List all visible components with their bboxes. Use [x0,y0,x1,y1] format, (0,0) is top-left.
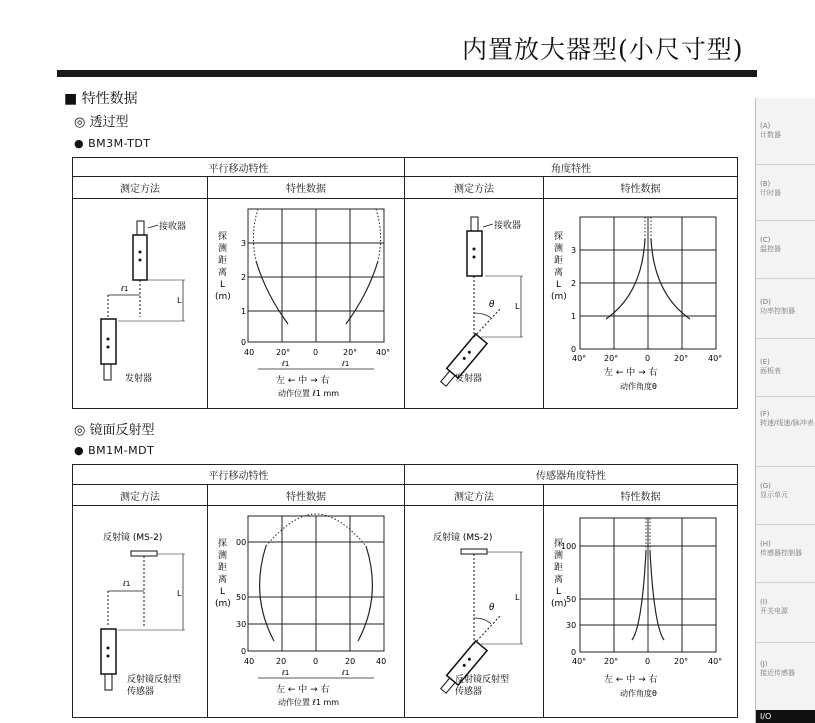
chart-angle-2 [544,506,737,714]
method-diagram-angle [405,199,543,405]
sidebar-item-i[interactable]: (I) 开关电源 [760,598,788,615]
direction-label: 左 ← 中 → 右 [604,368,658,378]
method-cell [73,506,208,718]
l1-label: ℓ1 [121,285,129,293]
bullet-icon: ● [74,137,89,150]
group-header: 角度特性 [405,158,738,177]
chart-cell [544,506,738,718]
xtick: 40 [244,657,255,666]
sensor-label: 反射镜反射型传感器 [455,675,510,697]
mirror-label: 反射镜 (MS-2) [103,533,163,543]
x-axis-title: 动作角度θ [620,689,657,698]
group-header: 平行移动特性 [73,158,405,177]
col-header: 测定方法 [73,485,208,506]
sidebar-item-h[interactable]: (H) 传感器控制器 [760,540,802,557]
sidebar-item-e[interactable]: (E) 面板表 [760,358,781,375]
filled-square-icon: ■ [64,91,78,107]
chart-parallel-1 [208,199,404,405]
l1-label: ℓ1 [282,360,290,368]
chart-parallel-2 [208,506,404,714]
col-header: 测定方法 [405,485,544,506]
ytick: 30 [236,620,247,629]
ytick: 50 [566,595,577,604]
subtitle-transmissive: ◎ 透过型 [74,115,129,130]
ytick: 0 [241,338,247,347]
theta-label: θ [489,300,495,310]
ytick: 3 [571,246,577,255]
method-diagram-parallel [73,199,207,405]
sidebar-item-g[interactable]: (G) 显示单元 [760,482,788,499]
col-header: 特性数据 [544,177,738,199]
spec-table-2 [72,464,738,718]
xtick: 20° [343,348,358,357]
method-diagram-parallel-mirror [73,506,207,714]
xtick: 40° [572,354,587,363]
xtick: 40° [708,657,723,666]
ytick: 1 [571,312,577,321]
chart-ylabel: 探测距离 L (m) [551,232,567,302]
chart-ylabel: 探测距离 L (m) [551,539,567,609]
col-header: 测定方法 [405,177,544,199]
mirror-body [131,551,157,556]
chart-grid [580,518,716,652]
xtick: 40 [376,657,387,666]
chart-cell [208,506,405,718]
col-header: 测定方法 [73,177,208,199]
sidebar-item-f[interactable]: (F) 转速/线速/脉冲表 [760,410,814,427]
xtick: 20 [345,657,356,666]
page-title: 内置放大器型(小尺寸型) [462,35,744,64]
col-header: 特性数据 [208,485,405,506]
section-heading [64,88,138,108]
xtick: 0 [313,657,319,666]
chart-angle-1 [544,199,737,405]
l1-label: ℓ1 [282,669,290,677]
xtick: 0 [645,657,651,666]
title-rule [57,70,757,77]
col-header: 特性数据 [208,177,405,199]
chart-ylabel: 探测距离 L (m) [215,232,231,302]
xtick: 20° [604,657,619,666]
ytick: 0 [241,647,247,656]
method-cell [405,506,544,718]
l1-label: ℓ1 [342,669,350,677]
xtick: 40° [708,354,723,363]
xtick: 40° [572,657,587,666]
mirror-label: 反射镜 (MS-2) [433,533,493,543]
L-label: L [515,593,520,602]
ytick: 50 [236,593,247,602]
chart-ylabel: 探测距离 L (m) [215,539,231,609]
sidebar-item-j[interactable]: (J) 接近传感器 [760,660,795,677]
xtick: 20° [276,348,291,357]
series-right [358,546,372,641]
ytick: 3 [241,239,247,248]
xtick: 20° [674,657,689,666]
chart-grid [248,516,384,651]
method-cell [405,199,544,409]
series-right [346,261,378,324]
x-axis-title: 动作位置 ℓ1 mm [278,389,340,398]
emitter-label: 发射器 [455,374,483,384]
xtick: 20 [276,657,287,666]
sidebar-item-c[interactable]: (C) 温控器 [760,236,781,253]
ytick: 0 [571,345,577,354]
chart-cell [208,199,405,409]
series-left [256,261,288,324]
ytick: 30 [566,621,577,630]
double-circle-icon: ◎ [74,423,90,438]
theta-label: θ [489,603,495,613]
xtick: 20° [674,354,689,363]
L-label: L [177,589,182,598]
ytick: 00 [236,538,247,547]
model-bm1m: ● BM1M-MDT [74,444,155,457]
category-sidebar [755,98,815,723]
method-cell [73,199,208,409]
xtick: 0 [313,348,319,357]
ytick: 100 [561,542,577,551]
x-axis-title: 动作位置 ℓ1 mm [278,698,340,707]
receiver-label: 接收器 [159,222,187,232]
bullet-icon: ● [74,444,89,457]
series-left [260,546,274,641]
group-header: 平行移动特性 [73,465,405,485]
sidebar-item-b[interactable]: (B) 计时器 [760,180,781,197]
ytick: 2 [571,279,577,288]
spec-table-1 [72,157,738,409]
xtick: 40 [244,348,255,357]
series-right [650,551,664,640]
direction-label: 左 ← 中 → 右 [276,376,330,386]
L-label: L [177,296,182,305]
series-right-dotted [376,209,381,261]
receiver-plug [137,221,144,235]
series-right [651,239,690,319]
xtick: 20° [604,354,619,363]
chart-grid [580,217,716,349]
l1-label: ℓ1 [123,580,131,588]
receiver-label: 接收器 [494,221,522,231]
section-title: 特性数据 [81,91,138,107]
series-left [632,551,646,640]
emitter-body [101,319,116,364]
col-header: 特性数据 [544,485,738,506]
series-left-dotted [253,209,258,261]
x-axis-title: 动作角度θ [620,382,657,391]
series-left [606,239,645,319]
xtick: 0 [645,354,651,363]
subtitle-mirror: ◎ 镜面反射型 [74,423,155,438]
receiver-body [133,235,147,280]
chart-grid [248,209,384,342]
sensor-label: 反射镜反射型传感器 [127,675,182,697]
page-number: I/O [756,710,815,723]
direction-label: 左 ← 中 → 右 [276,685,330,695]
l1-label: ℓ1 [342,360,350,368]
ytick: 0 [571,648,577,657]
double-circle-icon: ◎ [74,115,90,130]
sidebar-item-d[interactable]: (D) 功率控制器 [760,298,795,315]
chart-cell [544,199,738,409]
L-label: L [515,302,520,311]
direction-label: 左 ← 中 → 右 [604,675,658,685]
model-bm3m: ● BM3M-TDT [74,137,151,150]
group-header: 传感器角度特性 [405,465,738,485]
ytick: 2 [241,273,247,282]
ytick: 1 [241,307,247,316]
xtick: 40° [376,348,391,357]
method-diagram-angle-mirror [405,506,543,714]
sidebar-item-a[interactable]: (A) 计数器 [760,122,781,139]
emitter-label: 发射器 [125,374,153,384]
